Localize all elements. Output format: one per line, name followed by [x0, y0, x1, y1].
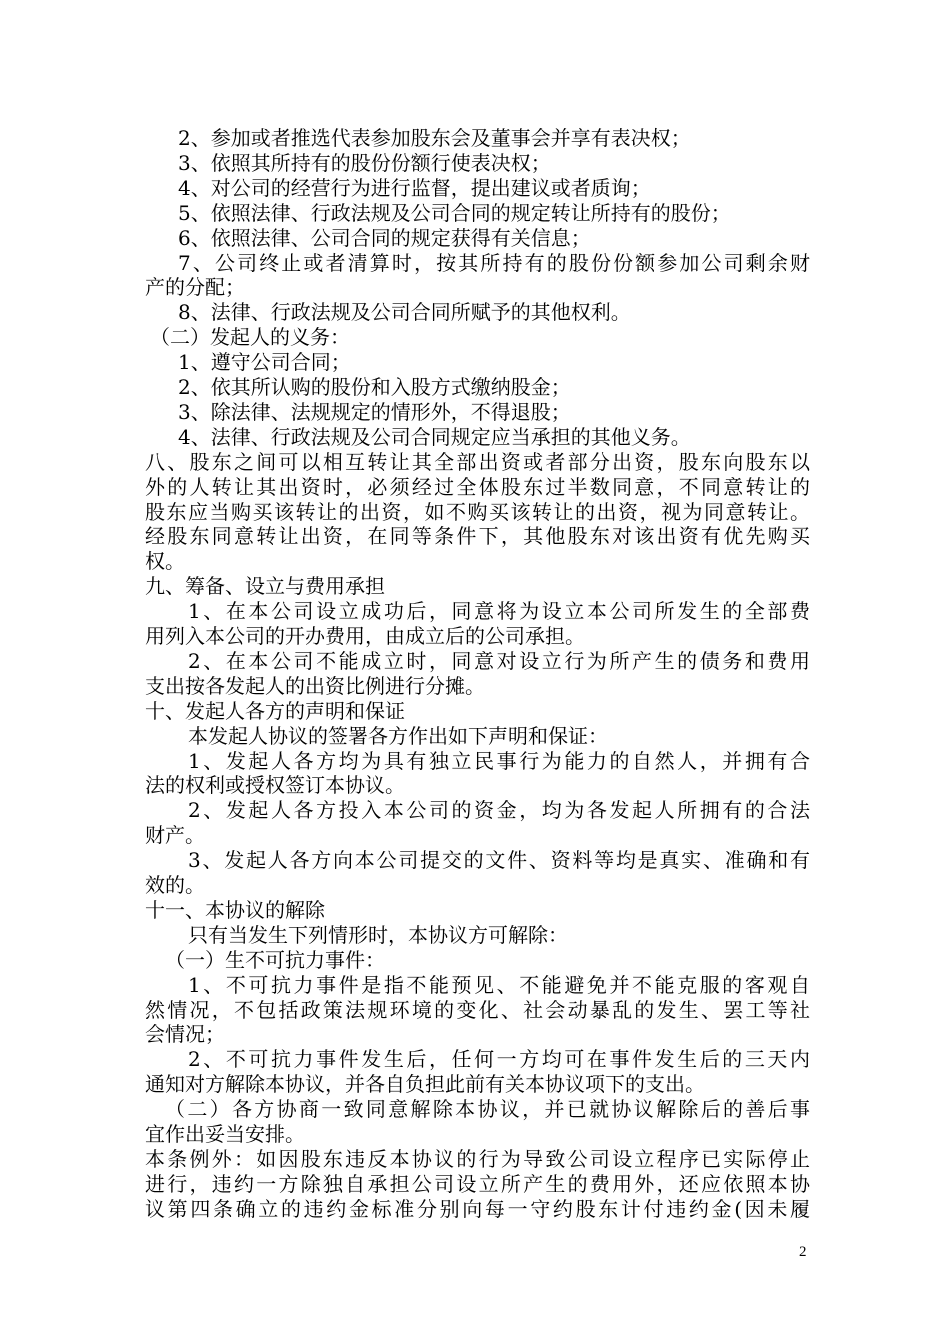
- text-line: 本条例外：如因股东违反本协议的行为导致公司设立程序已实际停止: [145, 1146, 810, 1171]
- text-line: 法的权利或授权签订本协议。: [145, 773, 405, 798]
- text-line: 十、发起人各方的声明和保证: [145, 698, 405, 723]
- text-line: 1、遵守公司合同；: [178, 350, 351, 375]
- text-line: 2、在本公司不能成立时，同意对设立行为所产生的债务和费用: [188, 648, 810, 673]
- text-line: 权。: [145, 549, 185, 574]
- text-line: 6、依照法律、公司合同的规定获得有关信息；: [178, 225, 591, 250]
- text-line: 财产。: [145, 823, 205, 848]
- text-line: 本发起人协议的签署各方作出如下声明和保证：: [188, 723, 608, 748]
- text-line: 4、对公司的经营行为进行监督，提出建议或者质询；: [178, 175, 651, 200]
- text-line: 外的人转让其出资时，必须经过全体股东过半数同意，不同意转让的: [145, 474, 810, 499]
- text-line: 2、参加或者推选代表参加股东会及董事会并享有表决权；: [178, 126, 691, 150]
- text-line: 2、发起人各方投入本公司的资金，均为各发起人所拥有的合法: [188, 798, 810, 823]
- text-line: 议第四条确立的违约金标准分别向每一守约股东计付违约金(因未履: [145, 1196, 810, 1221]
- text-line: （二）发起人的义务：: [150, 325, 350, 350]
- text-line: 十一、本协议的解除: [145, 897, 325, 922]
- text-line: 8、法律、行政法规及公司合同所赋予的其他权利。: [178, 300, 631, 325]
- text-line: 然情况，不包括政策法规环境的变化、社会动暴乱的发生、罢工等社: [145, 997, 810, 1022]
- text-line: 产的分配；: [145, 275, 245, 300]
- text-line: 4、法律、行政法规及公司合同规定应当承担的其他义务。: [178, 424, 691, 449]
- text-line: 支出按各发起人的出资比例进行分摊。: [145, 673, 485, 698]
- text-line: 股东应当购买该转让的出资，如不购买该转让的出资，视为同意转让。: [145, 499, 810, 524]
- text-line: 用列入本公司的开办费用，由成立后的公司承担。: [145, 624, 585, 648]
- text-line: 宜作出妥当安排。: [145, 1122, 305, 1146]
- text-line: 进行，违约一方除独自承担公司设立所产生的费用外，还应依照本协: [145, 1171, 810, 1196]
- text-line: 效的。: [145, 873, 205, 897]
- text-line: 八、股东之间可以相互转让其全部出资或者部分出资，股东向股东以: [145, 449, 810, 474]
- text-line: （一）生不可抗力事件：: [165, 947, 385, 972]
- text-line: 只有当发生下列情形时，本协议方可解除：: [188, 922, 568, 947]
- text-line: 7、公司终止或者清算时，按其所持有的股份份额参加公司剩余财: [178, 250, 810, 275]
- text-line: 5、依照法律、行政法规及公司合同的规定转让所持有的股份；: [178, 200, 731, 225]
- text-line: 经股东同意转让出资，在同等条件下，其他股东对该出资有优先购买: [145, 524, 810, 549]
- text-line: 1、在本公司设立成功后，同意将为设立本公司所发生的全部费: [188, 599, 810, 624]
- text-line: 3、除法律、法规规定的情形外，不得退股；: [178, 399, 571, 424]
- text-line: 3、依照其所持有的股份份额行使表决权；: [178, 150, 551, 175]
- page-number: 2: [799, 1244, 807, 1260]
- text-line: （二）各方协商一致同意解除本协议，并已就协议解除后的善后事: [165, 1097, 810, 1122]
- text-line: 会情况；: [145, 1022, 225, 1047]
- text-line: 1、不可抗力事件是指不能预见、不能避免并不能克服的客观自: [188, 972, 810, 997]
- text-line: 2、不可抗力事件发生后，任何一方均可在事件发生后的三天内: [188, 1047, 810, 1072]
- text-line: 通知对方解除本协议，并各自负担此前有关本协议项下的支出。: [145, 1072, 705, 1097]
- text-line: 1、发起人各方均为具有独立民事行为能力的自然人，并拥有合: [188, 748, 810, 773]
- text-line: 2、依其所认购的股份和入股方式缴纳股金；: [178, 375, 571, 399]
- text-line: 九、筹备、设立与费用承担: [145, 574, 385, 599]
- text-line: 3、发起人各方向本公司提交的文件、资料等均是真实、准确和有: [188, 848, 810, 873]
